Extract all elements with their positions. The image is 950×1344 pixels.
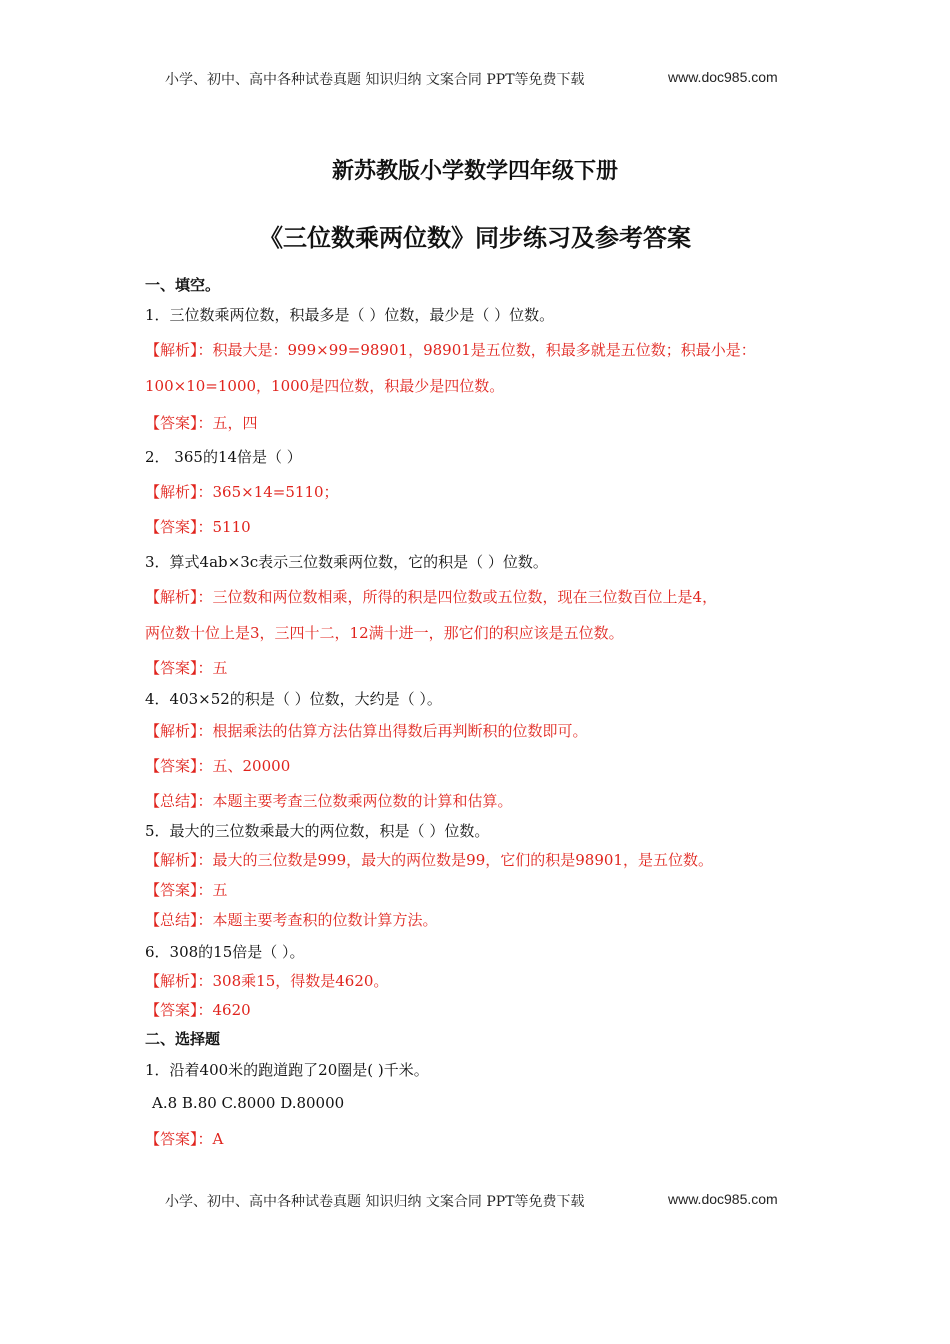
summary-tag: 【总结】： <box>145 911 213 929</box>
choice-answer-1 <box>145 1128 223 1149</box>
answer-text: 五，四 <box>212 414 258 432</box>
answer-2 <box>145 516 251 537</box>
question-1: 1．三位数乘两位数，积最多是（ ）位数，最少是（ ）位数。 <box>145 306 555 324</box>
answer-text: 5110 <box>212 518 251 536</box>
answer-5 <box>145 879 228 900</box>
analysis-5 <box>145 849 713 870</box>
choice-question-1: 1．沿着400米的跑道跑了20圈是( )千米。 <box>145 1061 429 1079</box>
analysis-tag: 【解析】： <box>145 851 213 869</box>
document-title: 新苏教版小学数学四年级下册 <box>331 159 618 184</box>
question-3: 3．算式4ab×3c表示三位数乘两位数，它的积是（ ）位数。 <box>145 553 548 571</box>
summary-4 <box>145 790 513 811</box>
analysis-text: 根据乘法的估算方法估算出得数后再判断积的位数即可。 <box>212 722 588 740</box>
answer-3 <box>145 657 228 678</box>
answer-tag: 【答案】： <box>145 414 213 432</box>
choice-options-1: A.8 B.80 C.8000 D.80000 <box>152 1094 345 1112</box>
answer-text: 五 <box>212 881 228 899</box>
question-4: 4．403×52的积是（ ）位数，大约是（ ）。 <box>145 690 442 708</box>
question-6: 6．308的15倍是（ ）。 <box>145 943 305 961</box>
analysis-tag: 【解析】： <box>145 972 213 990</box>
analysis-text: 积最大是：999×99=98901，98901是五位数，积最多就是五位数；积最小是： <box>212 341 756 359</box>
analysis-tag: 【解析】： <box>145 483 213 501</box>
section-heading-multiple-choice: 二、选择题 <box>145 1030 221 1048</box>
answer-tag: 【答案】： <box>145 518 213 536</box>
analysis-text: 308乘15，得数是4620。 <box>212 972 389 990</box>
analysis-1 <box>145 339 756 360</box>
header-url: www.doc985.com <box>668 69 778 85</box>
header-text: 小学、初中、高中各种试卷真题 知识归纳 文案合同 PPT等免费下载 <box>165 72 585 88</box>
analysis-2 <box>145 481 339 502</box>
document-subtitle: 《三位数乘两位数》同步练习及参考答案 <box>259 224 691 252</box>
footer-url: www.doc985.com <box>668 1191 778 1207</box>
answer-1 <box>145 412 258 433</box>
answer-tag: 【答案】： <box>145 659 213 677</box>
question-5: 5．最大的三位数乘最大的两位数，积是（ ）位数。 <box>145 822 490 840</box>
answer-text: A <box>212 1130 224 1148</box>
answer-tag: 【答案】： <box>145 757 213 775</box>
analysis-text: 365×14=5110； <box>212 483 339 501</box>
analysis-text: 三位数和两位数相乘，所得的积是四位数或五位数，现在三位数百位上是4， <box>212 588 718 606</box>
answer-6 <box>145 999 251 1020</box>
analysis-tag: 【解析】： <box>145 341 213 359</box>
footer-text: 小学、初中、高中各种试卷真题 知识归纳 文案合同 PPT等免费下载 <box>165 1194 585 1210</box>
analysis-4 <box>145 720 588 741</box>
analysis-1-continued: 100×10=1000，1000是四位数，积最少是四位数。 <box>145 377 505 395</box>
answer-tag: 【答案】： <box>145 881 213 899</box>
summary-text: 本题主要考查三位数乘两位数的计算和估算。 <box>212 792 513 810</box>
summary-text: 本题主要考查积的位数计算方法。 <box>212 911 438 929</box>
analysis-3 <box>145 586 717 607</box>
answer-text: 五 <box>212 659 228 677</box>
answer-tag: 【答案】： <box>145 1130 213 1148</box>
answer-text: 五、20000 <box>212 757 291 775</box>
question-2: 2． 365的14倍是（ ） <box>145 448 302 466</box>
analysis-text: 最大的三位数是999，最大的两位数是99，它们的积是98901，是五位数。 <box>212 851 713 869</box>
answer-tag: 【答案】： <box>145 1001 213 1019</box>
analysis-tag: 【解析】： <box>145 722 213 740</box>
summary-5 <box>145 909 438 930</box>
analysis-3-continued: 两位数十位上是3，三四十二，12满十进一，那它们的积应该是五位数。 <box>145 624 624 642</box>
answer-4 <box>145 755 290 776</box>
answer-text: 4620 <box>212 1001 251 1019</box>
section-heading-fill-blank: 一、填空。 <box>145 276 221 294</box>
analysis-tag: 【解析】： <box>145 588 213 606</box>
summary-tag: 【总结】： <box>145 792 213 810</box>
analysis-6 <box>145 970 388 991</box>
